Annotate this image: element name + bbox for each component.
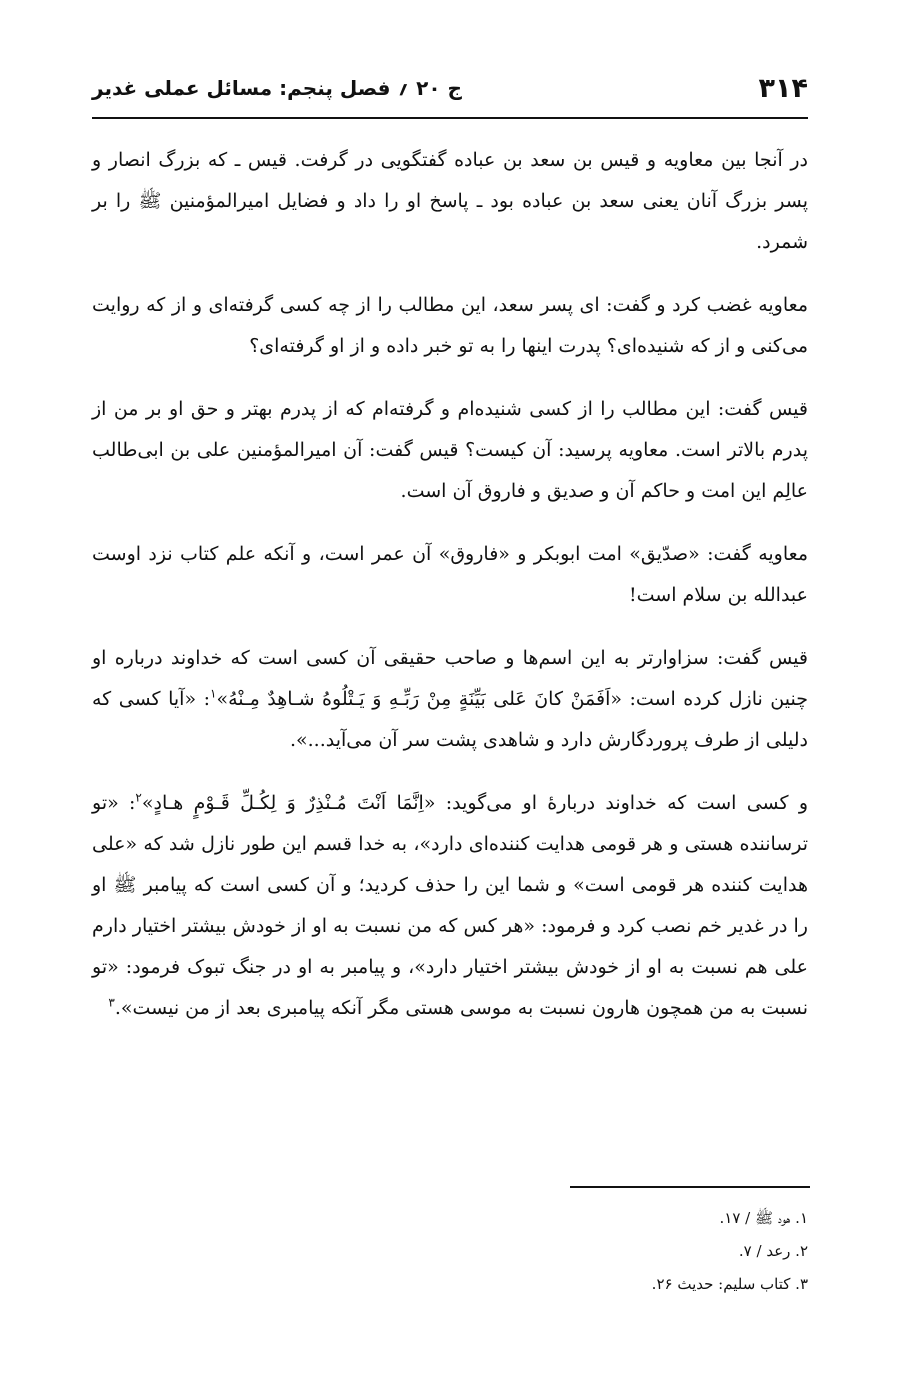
footnote-ref-1[interactable]: ۱	[210, 686, 217, 701]
paragraph-6	[92, 783, 808, 1029]
paragraph-4: معاویه گفت: «صدّیق» امت ابوبکر و «فاروق» آن عمر است، و آنکه علم کتاب نزد اوست عبدالله بن سلام است!	[92, 543, 808, 606]
paragraph-6-text: و کسی است که خداوند دربارهٔ او می‌گوید: «	[423, 792, 808, 814]
page-number: ۳۱۴	[758, 72, 808, 104]
paragraph-2: معاویه غضب کرد و گفت: ای پسر سعد، این مطالب را از چه کسی گرفته‌ای و از که روایت می‌کنی و از که شنیده‌ای؟ پدرت اینها را به تو خبر داده و از او گرفته‌ای؟	[92, 294, 808, 357]
paragraph-1: در آنجا بین معاویه و قیس بن سعد بن عباده گفتگویی در گرفت. قیس ـ که بزرگ انصار و پسر بزرگ آنان یعنی سعد بن عباده بود ـ پاسخ او را داد و فضایل امیرالمؤمنین ﷺ را بر شمرد.	[92, 149, 808, 253]
footnote-3: ۳. کتاب سلیم: حدیث ۲۶.	[651, 1275, 808, 1293]
paragraph-6-tail: : «تو ترساننده هستی و هر قومی هدایت کننده‌ای دارد»، به خدا قسم این طور نازل شد که «علی هدایت کننده هر قومی است» و شما این را حذف کردید؛ و آن کسی است که پیامبر ﷺ او را در غدیر خم نصب کرد و فرمود: «هر کس که من نسبت به او از خودش بیشتر اختیار دارم علی هم نسبت به او از خودش بیشتر اختیار دارد»، و پیامبر به او در جنگ تبوک فرمود: «تو نسبت به من همچون هارون نسبت به موسی هستی مگر آنکه پیامبری بعد از من نیست».	[92, 792, 808, 1019]
header-rule	[92, 117, 808, 119]
quran-quote-2: اِنَّمَا اَنْتَ مُـنْذِرٌ وَ لِكُـلِّ قَـوْمٍ هـادٍ	[153, 792, 424, 814]
footnotes	[92, 1202, 808, 1301]
paragraph-3: قیس گفت: این مطالب را از کسی شنیده‌ام و گرفته‌ام که از پدرم بهتر و حق او بر من از پدرم بالاتر است. معاویه پرسید: آن کیست؟ قیس گفت: آن امیرالمؤمنین علی بن ابی‌طالب عالِم این امت و حاکم آن و صدیق و فاروق آن است.	[92, 398, 808, 502]
footnote-1: ۱. هود ﷺ / ۱۷.	[719, 1209, 808, 1227]
running-title: ج ۲۰ ؍ فصل پنجم: مسائل عملی غدیر	[92, 76, 462, 100]
quote-close-1: »	[216, 688, 229, 710]
page-header	[92, 62, 808, 114]
paragraph-5-tail: : «آیا کسی که دلیلی از طرف پروردگارش دارد و شاهدی پشت سر آن می‌آید...».	[92, 688, 808, 751]
paragraph-5-text: قیس گفت: سزاوارتر به این اسم‌ها و صاحب حقیقی آن کسی است که خداوند درباره او چنین نازل کرده است: «	[92, 647, 808, 710]
footnote-ref-3[interactable]: ۳	[108, 995, 115, 1010]
body-text	[92, 140, 808, 1051]
footnote-rule	[570, 1186, 810, 1188]
footnote-2: ۲. رعد / ۷.	[738, 1242, 808, 1260]
footnote-ref-2[interactable]: ۲	[135, 790, 142, 805]
quran-quote-1: اَفَمَنْ كانَ عَلى بَيِّنَةٍ مِنْ رَبِّـهِ وَ يَـتْلُوهُ شـاهِدٌ مِـنْهُ	[228, 688, 611, 710]
paragraph-5	[92, 638, 808, 761]
quote-close-2: »	[141, 792, 154, 814]
